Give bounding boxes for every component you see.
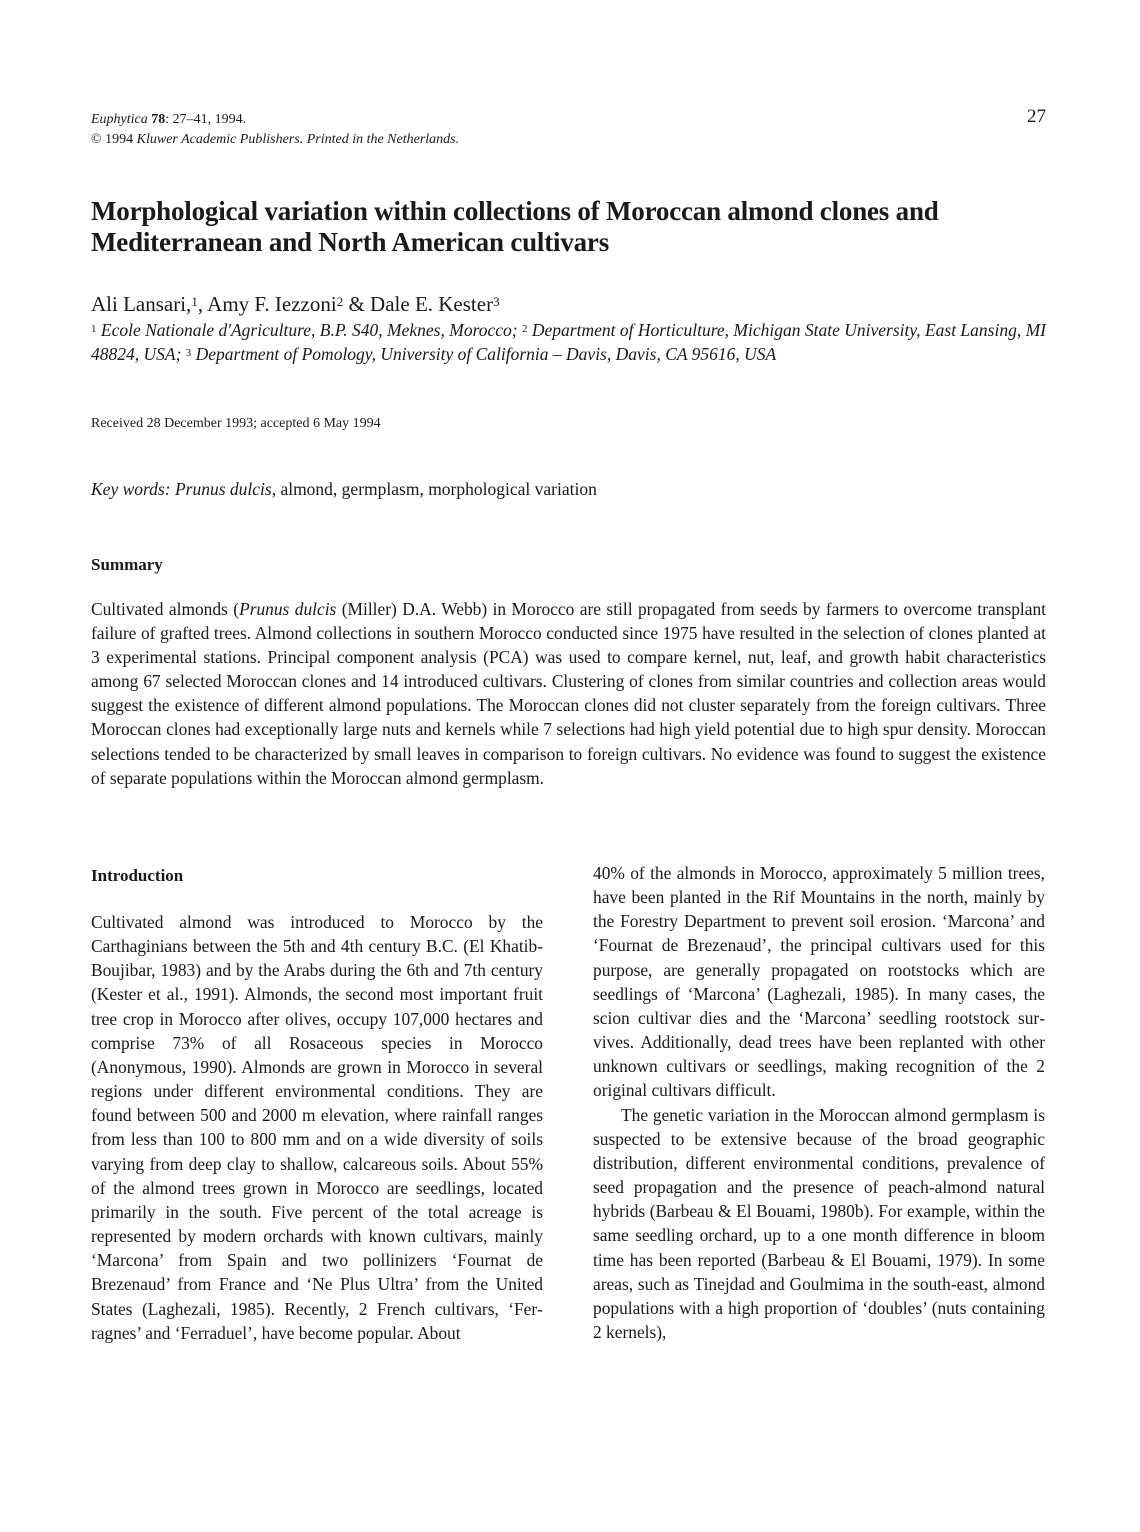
author-affil-ref: 2 (336, 294, 344, 309)
journal-citation (91, 110, 459, 150)
article-title: Morphological variation within collections of Moroccan almond clones and Mediterranean and North American cultivars (91, 196, 939, 257)
paragraph: 40% of the almonds in Morocco, approximately 5 million trees, have been planted in the Rif Mountains in the north, mainly by the Forestry Department to prevent soil erosion. ‘Marcona’ and ‘Fournat de Brezenaud’, the principal cultivars used for this purpose, are generally propagated on rootstocks which are seedlings of ‘Marcona’ (Laghezali, 1985). In many cases, the scion cultivar dies and the ‘Marcona’ seedling rootstock survives. Additionally, dead trees have been replanted with other unknown cultivars or seedlings, making recognition of the 2 original cultivars difficult. (593, 863, 1045, 1101)
page-number: 27 (1027, 106, 1046, 127)
affil-number: 2 (521, 323, 528, 335)
paragraph: Cultivated almond was introduced to Morocco by the Carthaginians between the 5th and 4th century B.C. (El Khatib-Boujibar, 1983) and by the Arabs during the 6th and 7th century (Kester et al., 1991). Almonds, the second most important fruit tree crop in Morocco after olives, occupy 107,000 hectares and comprise 73% of all Rosaceous species in Morocco (Anonymous, 1990). Almonds are grown in Morocco in several regions under different environmental conditions. They are found between 500 and 2000 m elevation, where rainfall ranges from less than 100 to 800 mm and on a wide diversity of soils varying from deep clay to shallow, calcareous soils. About 55% of the almond trees grown in Morocco are seedlings, located primarily in the south. Five percent of the total acreage is represented by modern orchards with known cultivars, mainly ‘Marcona’ from Spain and two pollinizers ‘Fournat de Brezenaud’ from France and ‘Ne Plus Ultra’ from the United States (Laghezali, 1985). Recently, 2 French cultivars, ‘Ferragnes’ and ‘Ferraduel’, have become popular. About (91, 912, 543, 1343)
journal-pages-year: : 27–41, 1994. (165, 112, 247, 127)
copyright-line (91, 130, 459, 150)
keyword-species: Prunus dulcis (170, 479, 272, 499)
author-affil-ref: 3 (493, 294, 500, 309)
journal-line (91, 110, 459, 130)
summary-species: Prunus dulcis (239, 599, 337, 619)
affil-text: Ecole Nationale d'Agriculture, B.P. S40, Meknes, Morocco; (96, 320, 522, 340)
author-affil-ref: 1 (191, 294, 198, 309)
author-list (91, 291, 500, 317)
journal-name: Euphytica (91, 112, 148, 127)
introduction-right-column (593, 861, 1045, 1344)
summary-part: (Miller) D.A. Webb) in Morocco are still propagated from seeds by farmers to overcome transplant failure of grafted trees. Almond collections in southern Morocco conducted since 1975 have resulted in the selection of clones planted at 3 experimental stations. Principal component analysis (PCA) was used to compare kernel, nut, leaf, and growth habit characteristics among 67 selected Moroccan clones and 14 introduced cultivars. Clustering of clones from similar countries and collection areas would suggest the existence of different almond populations. The Moroccan clones did not cluster separately from the foreign cultivars. Three Moroccan clones had exceptionally large nuts and kernels while 7 selections had high yield potential due to high spur density. Moroccan selections tended to be characterized by small leaves in comparison to foreign cultivars. No evidence was found to suggest the existence of separate populations within the Moroccan almond germplasm. (91, 599, 1046, 788)
summary-part: Cultivated almonds ( (91, 599, 240, 619)
introduction-heading: Introduction (91, 866, 184, 885)
introduction-left-column (91, 910, 543, 1345)
copyright-year: 1994 (101, 132, 137, 147)
keywords-list: , almond, germplasm, morphological variation (271, 479, 597, 499)
summary-heading: Summary (91, 555, 163, 574)
copyright-icon: © (91, 132, 102, 147)
author-separator: , (197, 292, 208, 316)
author-separator: & (343, 292, 371, 316)
affil-number: 1 (91, 323, 97, 335)
affil-text: Department of Horticulture, Michigan State University, East Lansing, MI 48824, USA; (91, 320, 1046, 364)
author-name: Ali Lansari, (91, 292, 192, 316)
author-name: Dale E. Kester (370, 292, 494, 316)
paragraph: The genetic variation in the Moroccan almond germplasm is suspected to be extensive because of the broad geographic distribution, different environmental conditions, prevalence of seed propagation and the presence of peach-almond natural hybrids (Barbeau & El Bouami, 1980b). For example, within the same seedling orchard, up to a one month difference in bloom time has been reported (Barbeau & El Bouami, 1979). In some areas, such as Tinejdad and Goulmima in the south-east, almond populations with a high proportion of ‘doubles’ (nuts containing 2 kernels), (593, 1104, 1045, 1342)
keywords-label: Key words: (91, 479, 171, 499)
affil-text: Department of Pomology, University of California – Davis, Davis, CA 95616, USA (191, 344, 777, 364)
affiliations (91, 318, 1046, 366)
affil-number: 3 (185, 347, 192, 359)
received-dates: Received 28 December 1993; accepted 6 May 1994 (91, 416, 381, 431)
journal-volume: 78 (151, 112, 166, 127)
keywords (91, 479, 597, 500)
author-name: Amy F. Iezzoni (207, 292, 337, 316)
summary-text (91, 597, 1046, 790)
publisher: Kluwer Academic Publishers. Printed in the Netherlands. (136, 132, 460, 147)
